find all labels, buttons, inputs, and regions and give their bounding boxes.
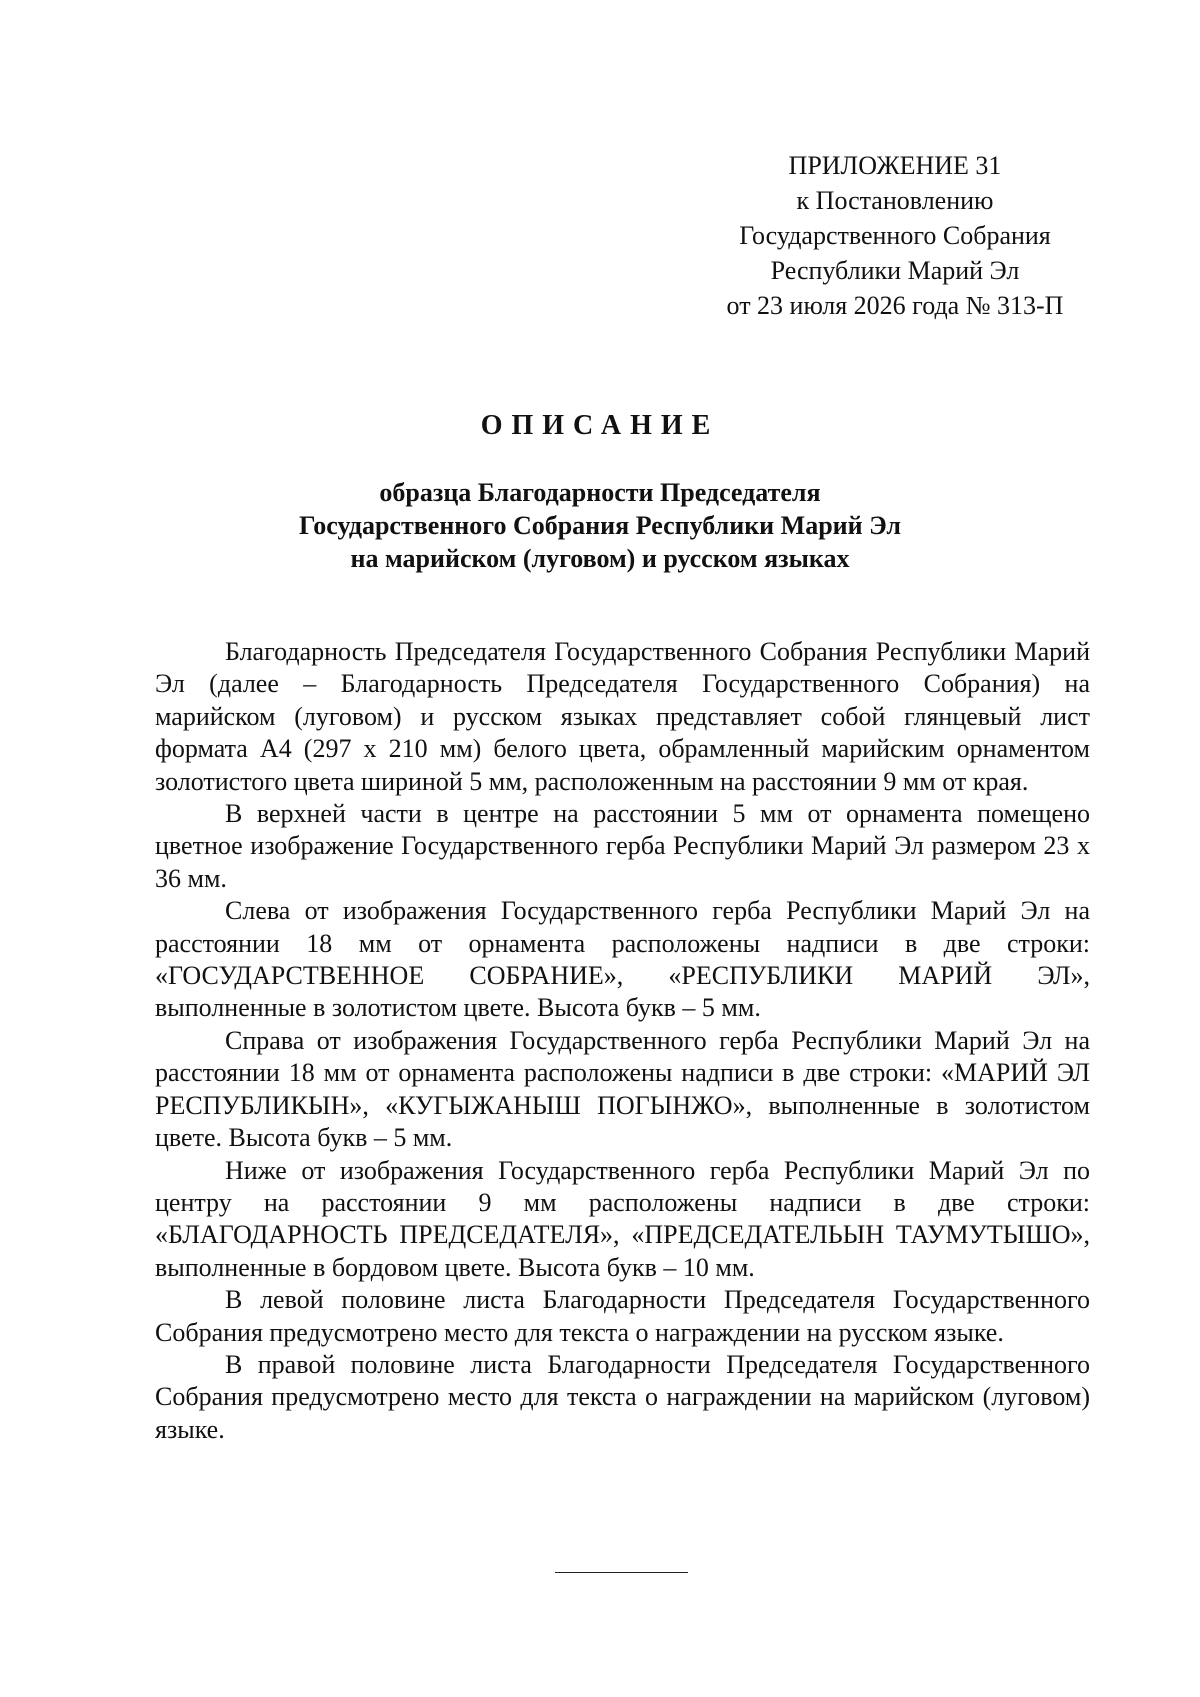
appendix-republic: Республики Марий Эл <box>770 256 1020 285</box>
paragraph-right-inscriptions: Справа от изображения Государственного герба Республики Марий Эл на расстоянии 18 мм от орнамента расположены надписи в две строки: «МАРИЙ ЭЛ РЕСПУБЛИКЫН», «КУГЫЖАНЫШ ПОГЫНЖО», выполненные в золотистом цвете. Высота букв – 5 мм. <box>155 1025 1090 1153</box>
document-title: ОПИСАНИЕ <box>480 410 720 441</box>
paragraph-right-half: В правой половине листа Благодарности Председателя Государственного Собрания предусмотрено место для текста о награждении на марийском (луговом) языке. <box>155 1349 1090 1444</box>
appendix-date-number: от 23 июля 2026 года № 313-П <box>726 291 1064 320</box>
subtitle-line: образца Благодарности Председателя <box>379 478 821 507</box>
paragraph-left-half: В левой половине листа Благодарности Председателя Государственного Собрания предусмотрено место для текста о награждении на русском языке. <box>155 1285 1090 1347</box>
subtitle-line: на марийском (луговом) и русском языках <box>350 544 850 573</box>
paragraph-left-inscriptions: Слева от изображения Государственного герба Республики Марий Эл на расстоянии 18 мм от орнамента расположены надписи в две строки: «ГОСУДАРСТВЕННОЕ СОБРАНИЕ», «РЕСПУБЛИКИ МАРИЙ ЭЛ», выполненные в золотистом цвете. Высота букв – 5 мм. <box>155 896 1090 1023</box>
appendix-number: ПРИЛОЖЕНИЕ 31 <box>788 151 1002 180</box>
paragraph-general-description: Благодарность Председателя Государственного Собрания Республики Марий Эл (далее – Благодарность Председателя Государственного Собрания) на марийском (луговом) и русском языках представляет собой глянцевый лист формата А4 (297 х 210 мм) белого цвета, обрамленный марийским орнаментом золотистого цвета шириной 5 мм, расположенным на расстоянии 9 мм от края. <box>155 637 1090 796</box>
document-body <box>155 636 1090 1446</box>
appendix-reference: к Постановлению <box>796 186 994 215</box>
appendix-issuer: Государственного Собрания <box>739 221 1051 250</box>
document-subtitle <box>0 476 1200 575</box>
end-divider <box>555 1572 688 1573</box>
appendix-header <box>700 148 1090 323</box>
paragraph-coat-of-arms: В верхней части в центре на расстоянии 5 мм от орнамента помещено цветное изображение Государственного герба Республики Марий Эл размером 23 х 36 мм. <box>155 799 1090 893</box>
paragraph-lower-inscriptions: Ниже от изображения Государственного герба Республики Марий Эл по центру на расстоянии 9 мм расположены надписи в две строки: «БЛАГОДАРНОСТЬ ПРЕДСЕДАТЕЛЯ», «ПРЕДСЕДАТЕЛЬЫН ТАУМУТЫШО», выполненные в бордовом цвете. Высота букв – 10 мм. <box>155 1155 1090 1282</box>
subtitle-line: Государственного Собрания Республики Марий Эл <box>299 511 901 540</box>
